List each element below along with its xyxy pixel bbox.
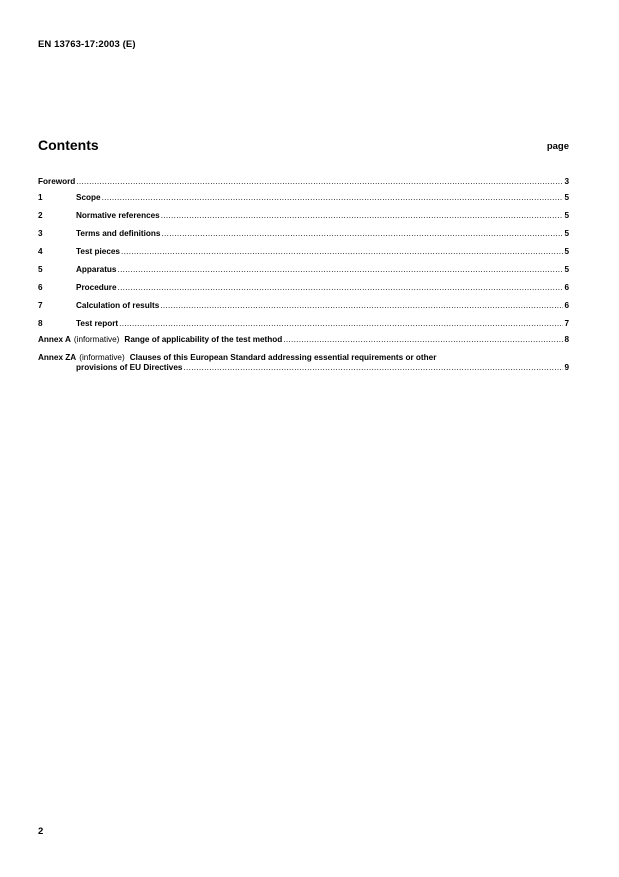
- annex-note: (informative): [73, 335, 120, 344]
- dot-leader: [119, 319, 563, 329]
- toc-entry-title: Foreword: [38, 177, 76, 186]
- toc-entry-number: 7: [38, 301, 43, 310]
- page-column-label: page: [546, 141, 569, 152]
- contents-heading: Contents: [38, 137, 99, 153]
- toc-entry-page: 8: [564, 335, 569, 344]
- toc-entry-number: 3: [38, 229, 43, 238]
- toc-entry-page: 5: [564, 265, 569, 274]
- toc-entry-page: 3: [564, 177, 569, 186]
- annex-label: Annex A: [38, 335, 71, 344]
- annex-za-second-line: [38, 363, 569, 373]
- toc-entry-title: Clauses of this European Standard addressing essential requirements or other: [129, 353, 437, 362]
- toc-entry-title: Terms and definitions: [76, 229, 161, 238]
- toc-entry-title: Test report: [76, 319, 119, 328]
- toc-entry-annex-a[interactable]: [38, 335, 569, 353]
- annex-za-first-line: [38, 353, 569, 363]
- toc-entry-title: Range of applicability of the test method: [124, 335, 283, 344]
- dot-leader: [118, 283, 564, 293]
- toc-entry-test-report[interactable]: [38, 319, 569, 335]
- toc-entry-page: 5: [564, 229, 569, 238]
- toc-entry-test-pieces[interactable]: [38, 247, 569, 265]
- toc-entry-title-continued: provisions of EU Directives: [76, 363, 183, 372]
- toc-entry-number: 6: [38, 283, 43, 292]
- annex-label: Annex ZA: [38, 353, 77, 362]
- toc-entry-title: Calculation of results: [76, 301, 160, 310]
- toc-entry-title: Test pieces: [76, 247, 120, 256]
- toc-entry-title: Procedure: [76, 283, 117, 292]
- toc-entry-page: 5: [564, 247, 569, 256]
- toc-entry-number: 2: [38, 211, 43, 220]
- toc-entry-title: Apparatus: [76, 265, 117, 274]
- toc-entry-page: 7: [564, 319, 569, 328]
- dot-leader: [121, 247, 563, 257]
- toc-entry-number: 1: [38, 193, 43, 202]
- toc-entry-number: 4: [38, 247, 43, 256]
- dot-leader: [183, 363, 563, 373]
- toc-entry-scope[interactable]: [38, 193, 569, 211]
- toc-entry-title: Normative references: [76, 211, 160, 220]
- toc-entry-calculation-of-results[interactable]: [38, 301, 569, 319]
- dot-leader: [160, 301, 563, 311]
- toc-entry-terms-and-definitions[interactable]: [38, 229, 569, 247]
- toc-entry-title: Scope: [76, 193, 101, 202]
- toc-entry-annex-za[interactable]: [38, 353, 569, 373]
- toc-entry-procedure[interactable]: [38, 283, 569, 301]
- document-header: EN 13763-17:2003 (E): [38, 39, 136, 50]
- toc-entry-page: 5: [564, 193, 569, 202]
- dot-leader: [283, 335, 563, 345]
- dot-leader: [161, 211, 564, 221]
- annex-note: (informative): [79, 353, 125, 362]
- dot-leader: [161, 229, 563, 239]
- toc-entry-page: 5: [564, 211, 569, 220]
- toc-entry-page: 6: [564, 283, 569, 292]
- toc-entry-apparatus[interactable]: [38, 265, 569, 283]
- page-number: 2: [38, 826, 44, 837]
- dot-leader: [76, 177, 563, 187]
- toc-entry-foreword[interactable]: [38, 177, 569, 193]
- toc-entry-number: 5: [38, 265, 43, 274]
- dot-leader: [102, 193, 564, 203]
- toc-entry-page: 9: [564, 363, 569, 372]
- table-of-contents: [38, 177, 569, 373]
- dot-leader: [118, 265, 564, 275]
- toc-entry-normative-references[interactable]: [38, 211, 569, 229]
- toc-entry-number: 8: [38, 319, 43, 328]
- toc-entry-page: 6: [564, 301, 569, 310]
